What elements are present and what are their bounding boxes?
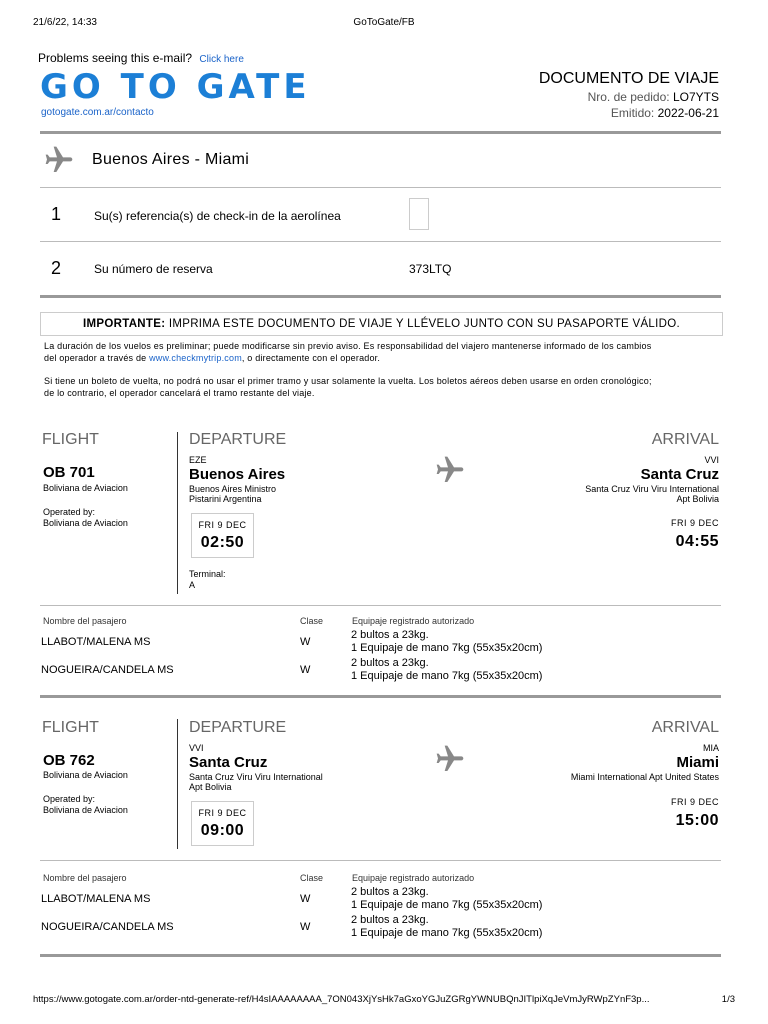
arrival-airport-line1: Miami International Apt United States [570,772,719,782]
column-divider [177,719,178,849]
divider [40,295,721,298]
page-counter: 1/3 [721,994,735,1005]
passenger-baggage [351,886,542,912]
checkmytrip-link[interactable]: www.checkmytrip.com [149,353,242,363]
arrival-city: Miami [676,754,719,771]
booking-number-value: 373LTQ [409,262,452,276]
notice-line: Si tiene un boleto de vuelta, no podrá no usar el primer tramo y usar solamente la vuelta. Los boletos aéreos deben usarse en orden cronológico; [44,376,652,386]
notice-line: de lo contrario, el operador cancelará el tramo restante del viaje. [44,388,315,398]
terminal-label: Terminal: [189,569,226,579]
class-header: Clase [300,616,324,626]
notice-line: del operador a través de www.checkmytrip.com, o directamente con el operador. [44,353,381,363]
plane-icon [431,743,469,775]
arrival-airport-line2: Apt Bolivia [676,494,719,504]
departure-datetime-box [191,513,254,558]
carry-on-bag: 1 Equipaje de mano 7kg (55x35x20cm) [351,642,543,654]
divider [40,860,721,861]
plane-icon [431,454,469,486]
issued-date-value: 2022-06-21 [657,106,719,120]
issued-date: Emitido: 2022-06-21 [610,106,719,120]
booking-number-label: Su número de reserva [94,262,213,276]
passenger-baggage [351,914,542,940]
passenger-class: W [300,636,311,648]
class-header: Clase [300,873,324,883]
arrival-date: FRI 9 DEC [670,797,719,807]
departure-airport-line1: Santa Cruz Viru Viru International [189,772,323,782]
departure-city: Santa Cruz [189,754,268,771]
arrival-code: VVI [704,455,719,465]
passenger-name-header: Nombre del pasajero [43,616,127,626]
passenger-class: W [300,921,311,933]
important-banner [40,312,723,336]
checked-bag: 2 bultos a 23kg. [351,914,429,926]
arrival-city: Santa Cruz [640,466,719,483]
divider [40,187,721,188]
operated-by-label: Operated by: [43,794,96,804]
departure-label: DEPARTURE [189,431,287,448]
divider [40,605,721,606]
arrival-time: 04:55 [675,533,719,550]
departure-time: 09:00 [200,822,245,839]
passenger-class: W [300,664,311,676]
reference-number-1: 1 [51,204,62,224]
departure-airport-line2: Apt Bolivia [189,782,232,792]
column-divider [177,432,178,594]
arrival-time: 15:00 [675,812,719,829]
baggage-header: Equipaje registrado autorizado [352,616,475,626]
passenger-baggage [351,657,542,683]
arrival-label: ARRIVAL [651,719,719,736]
route-title: Buenos Aires - Miami [92,151,250,168]
email-notice [38,51,244,65]
print-datetime: 21/6/22, 14:33 [33,17,97,28]
plane-icon [40,144,78,176]
baggage-header: Equipaje registrado autorizado [352,873,475,883]
carry-on-bag: 1 Equipaje de mano 7kg (55x35x20cm) [351,899,543,911]
operator-name: Boliviana de Aviacion [43,518,128,528]
flight-label: FLIGHT [42,431,99,448]
header-divider [40,131,721,134]
departure-code: EZE [189,455,207,465]
divider [40,954,721,957]
passenger-name-header: Nombre del pasajero [43,873,127,883]
print-url: https://www.gotogate.com.ar/order-ntd-generate-ref/H4sIAAAAAAAA_7ON043XjYsHk7aGxoYGJuZGRgYWNUBQnJITlpiXqJeVmJyRWpZYnF3p... [33,994,650,1005]
checkin-reference-label: Su(s) referencia(s) de check-in de la aerolínea [94,209,341,223]
notice-line: La duración de los vuelos es preliminar; puede modificarse sin previo aviso. Es responsabilidad del viajero mantenerse informado de los cambios [44,341,652,351]
email-problem-text: Problems seeing this e-mail? [38,51,193,65]
airline-name: Boliviana de Aviacion [43,770,128,780]
operator-name: Boliviana de Aviacion [43,805,128,815]
passenger-name: LLABOT/MALENA MS [41,636,151,648]
arrival-label: ARRIVAL [651,431,719,448]
passenger-name: NOGUEIRA/CANDELA MS [41,664,174,676]
departure-time: 02:50 [200,534,245,551]
notice-paragraph-2 [44,375,724,399]
notice-paragraph-1 [44,340,724,364]
arrival-airport-line1: Santa Cruz Viru Viru International [585,484,719,494]
document-title: DOCUMENTO DE VIAJE [538,70,719,87]
arrival-date: FRI 9 DEC [670,518,719,528]
print-title: GoToGate/FB [353,17,415,28]
terminal-value: A [189,580,196,590]
flight-number: OB 762 [43,752,95,769]
passenger-name: LLABOT/MALENA MS [41,893,151,905]
flight-label: FLIGHT [42,719,99,736]
departure-label: DEPARTURE [189,719,287,736]
reference-number-2: 2 [51,258,62,278]
checked-bag: 2 bultos a 23kg. [351,886,429,898]
carry-on-bag: 1 Equipaje de mano 7kg (55x35x20cm) [351,670,543,682]
gotogate-logo[interactable]: GO TO GATE [40,67,311,107]
departure-airport-line1: Buenos Aires Ministro [189,484,277,494]
carry-on-bag: 1 Equipaje de mano 7kg (55x35x20cm) [351,927,543,939]
checked-bag: 2 bultos a 23kg. [351,629,429,641]
passenger-baggage [351,629,542,655]
click-here-link[interactable]: Click here [199,54,244,65]
important-text: IMPRIMA ESTE DOCUMENTO DE VIAJE Y LLÉVELO JUNTO CON SU PASAPORTE VÁLIDO. [168,318,680,330]
departure-datetime-box [191,801,254,846]
departure-date: FRI 9 DEC [198,808,247,818]
contact-link[interactable]: gotogate.com.ar/contacto [41,107,154,118]
order-number: Nro. de pedido: LO7YTS [587,90,719,104]
departure-code: VVI [189,743,204,753]
flight-number: OB 701 [43,464,95,481]
important-label: IMPORTANTE: [83,318,166,330]
passenger-class: W [300,893,311,905]
divider [40,241,721,242]
operated-by-label: Operated by: [43,507,96,517]
checked-bag: 2 bultos a 23kg. [351,657,429,669]
checkin-reference-box [409,198,429,230]
departure-city: Buenos Aires [189,466,286,483]
divider [40,695,721,698]
airline-name: Boliviana de Aviacion [43,483,128,493]
passenger-name: NOGUEIRA/CANDELA MS [41,921,174,933]
departure-airport-line2: Pistarini Argentina [189,494,262,504]
order-number-value: LO7YTS [672,90,719,104]
departure-date: FRI 9 DEC [198,520,247,530]
arrival-code: MIA [702,743,719,753]
